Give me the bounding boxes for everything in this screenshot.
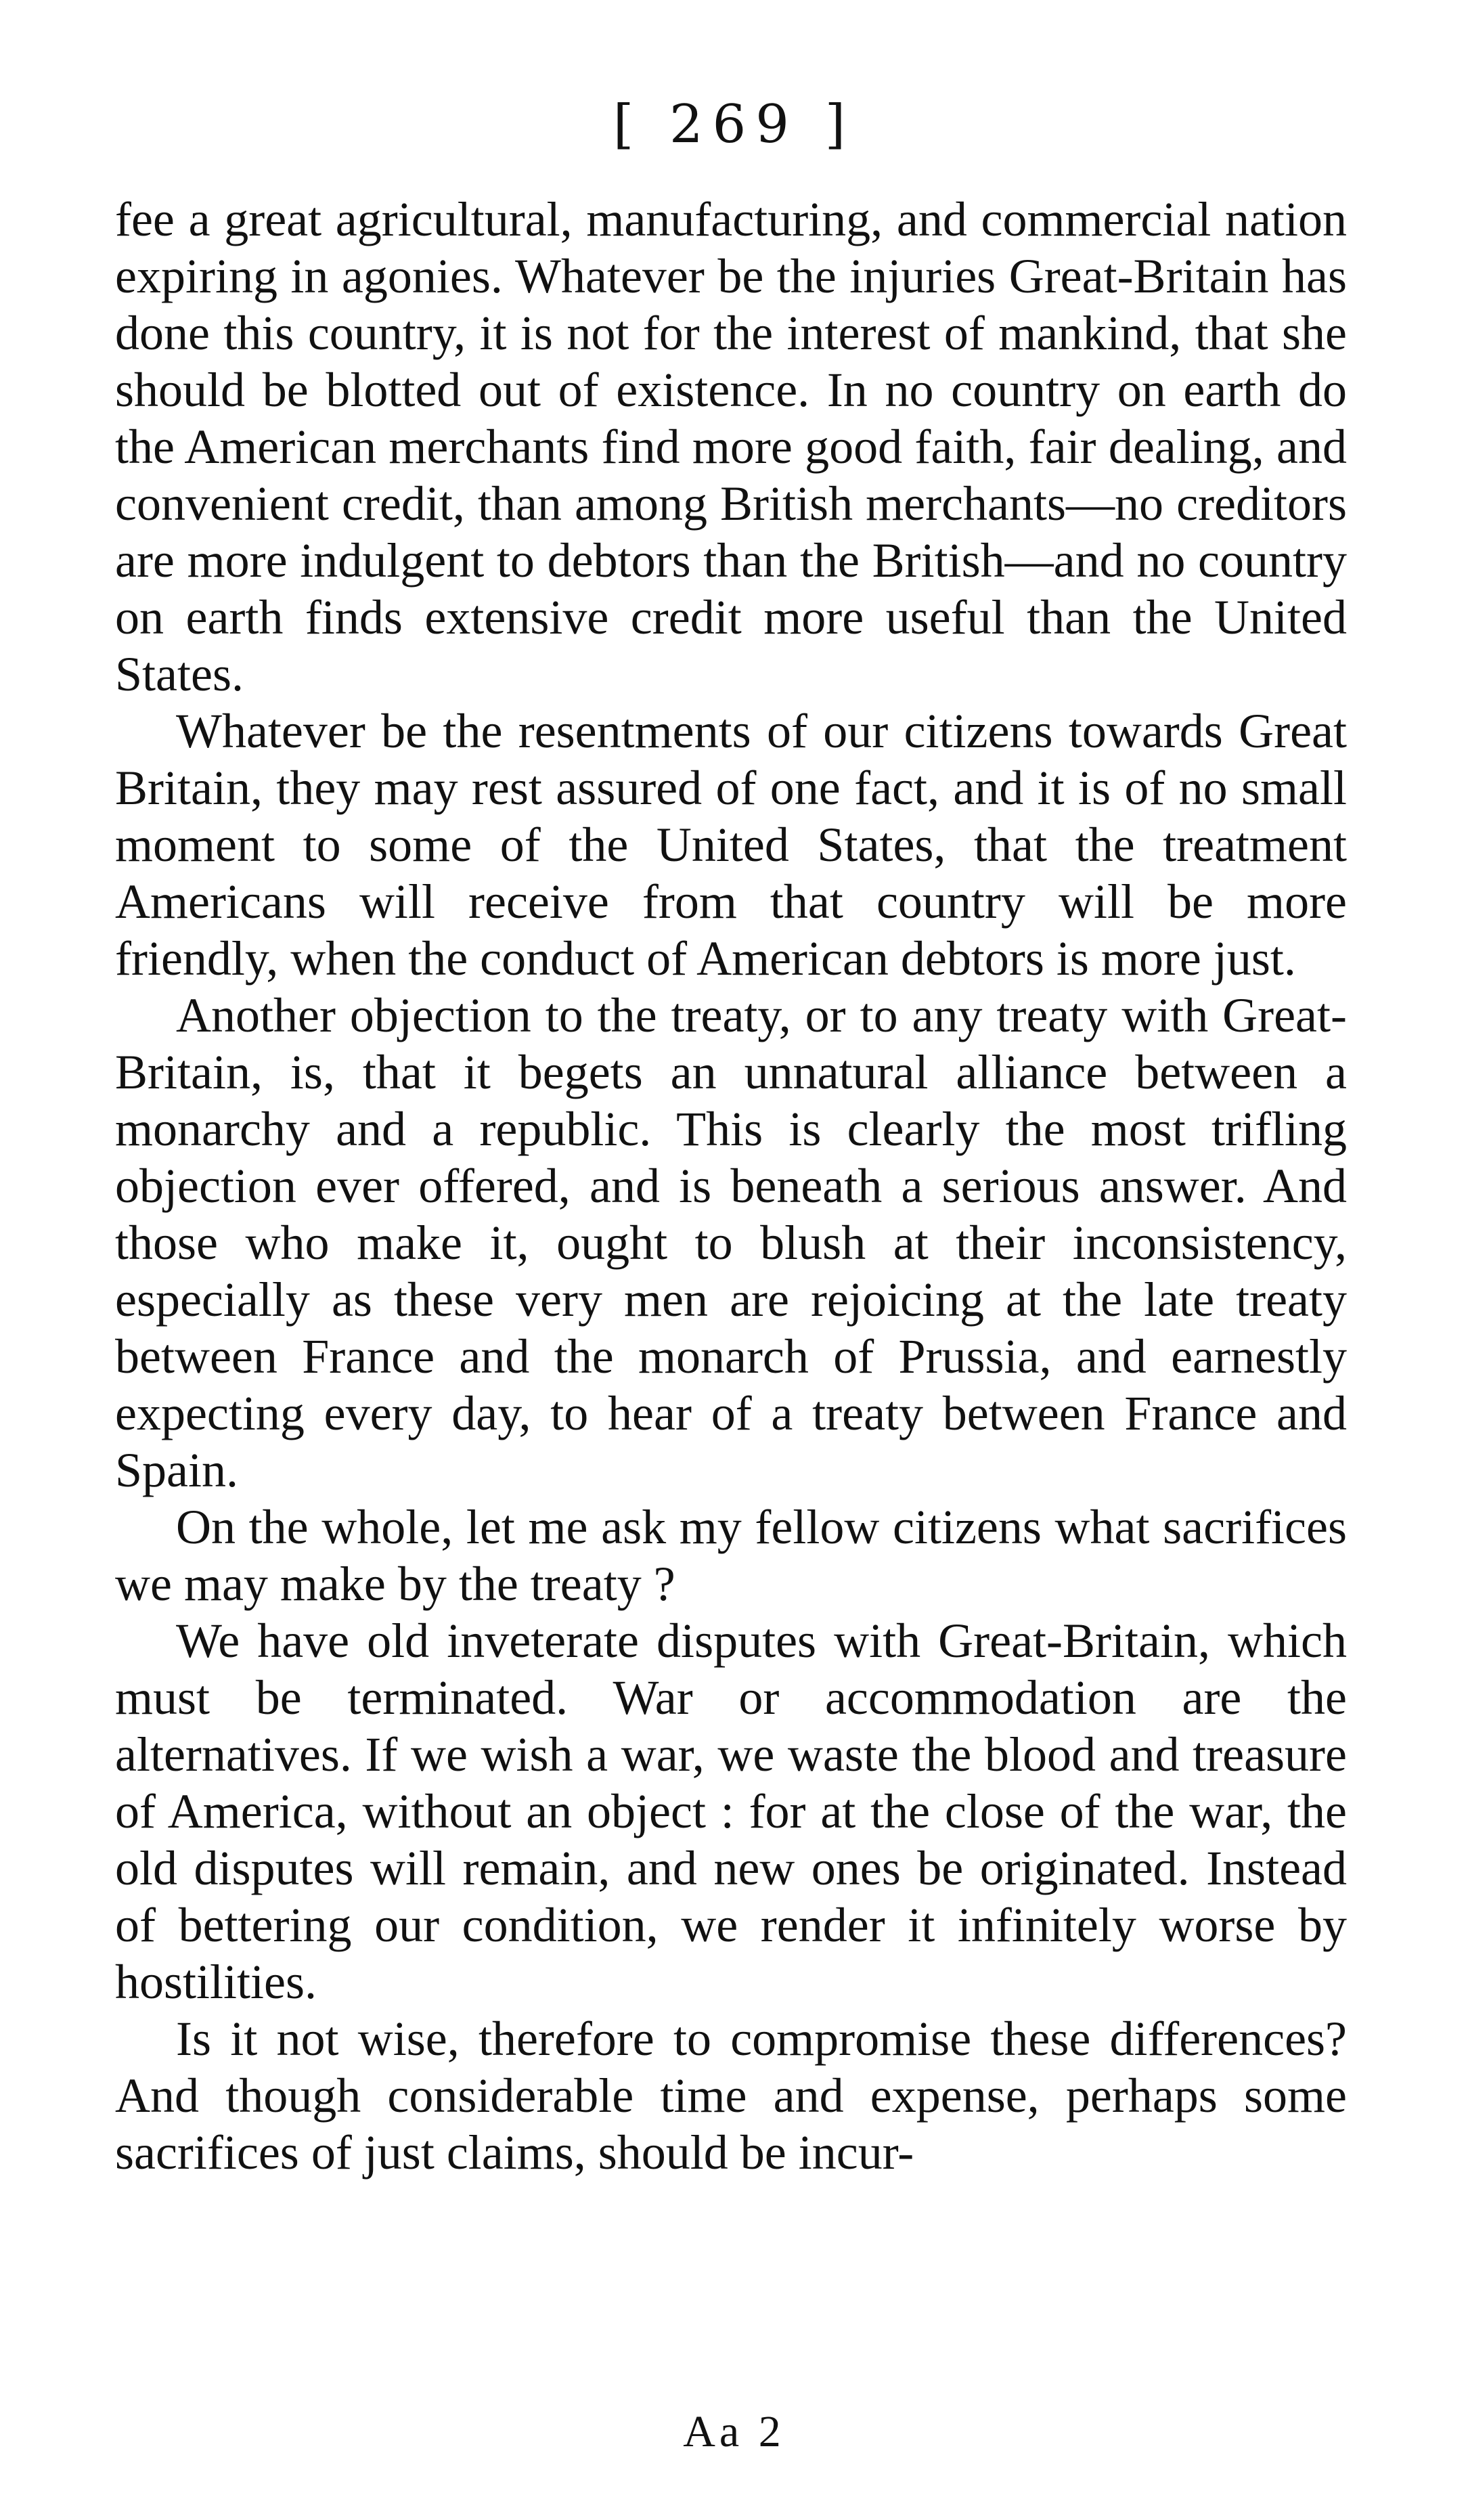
paragraph-6: Is it not wise, therefore to compromise these differences? And though considerable time and expense, perhaps some sacrifices of just claims, should be incur-: [115, 2012, 1347, 2180]
paragraph-5: We have old inveterate disputes with Great-Britain, which must be terminated. War or accommodation are the alternatives. If we wish a war, we waste the blood and treasure of America, without an object : for at the close of the war, the old disputes will remain, and new ones be originated. Instead of bettering our condition, we render it infinitely worse by hostilities.: [115, 1614, 1347, 2009]
page-number: [ 269 ]: [613, 94, 855, 155]
paragraph-2: Whatever be the resentments of our citizens towards Great Britain, they may rest assured of one fact, and it is of no small moment to some of the United States, that the treatment Americans will receive from that country will be more friendly, when the conduct of American debtors is more just.: [115, 704, 1347, 986]
paragraph-1: fee a great agricultural, manufacturing, and commercial nation expiring in agonies. Whatever be the injuries Great-Britain has done this country, it is not for the interest of mankind, that she should be blotted out of existence. In no country on earth do the American merchants find more good faith, fair dealing, and convenient credit, than among British merchants—no creditors are more indulgent to debtors than the British—and no country on earth finds extensive credit more useful than the United States.: [115, 192, 1347, 701]
paragraph-3: Another objection to the treaty, or to any treaty with Great-Britain, is, that it begets an unnatural alliance between a monarchy and a republic. This is clearly the most trifling objection ever offered, and is beneath a serious answer. And those who make it, ought to blush at their inconsistency, especially as these very men are rejoicing at the late treaty between France and the monarch of Prussia, and earnestly expecting every day, to hear of a treaty between France and Spain.: [115, 988, 1347, 1497]
paragraph-4: On the whole, let me ask my fellow citizens what sacrifices we may make by the treaty ?: [115, 1500, 1347, 1611]
signature-mark: Aa 2: [683, 2407, 785, 2456]
body-text: [115, 191, 1347, 2181]
